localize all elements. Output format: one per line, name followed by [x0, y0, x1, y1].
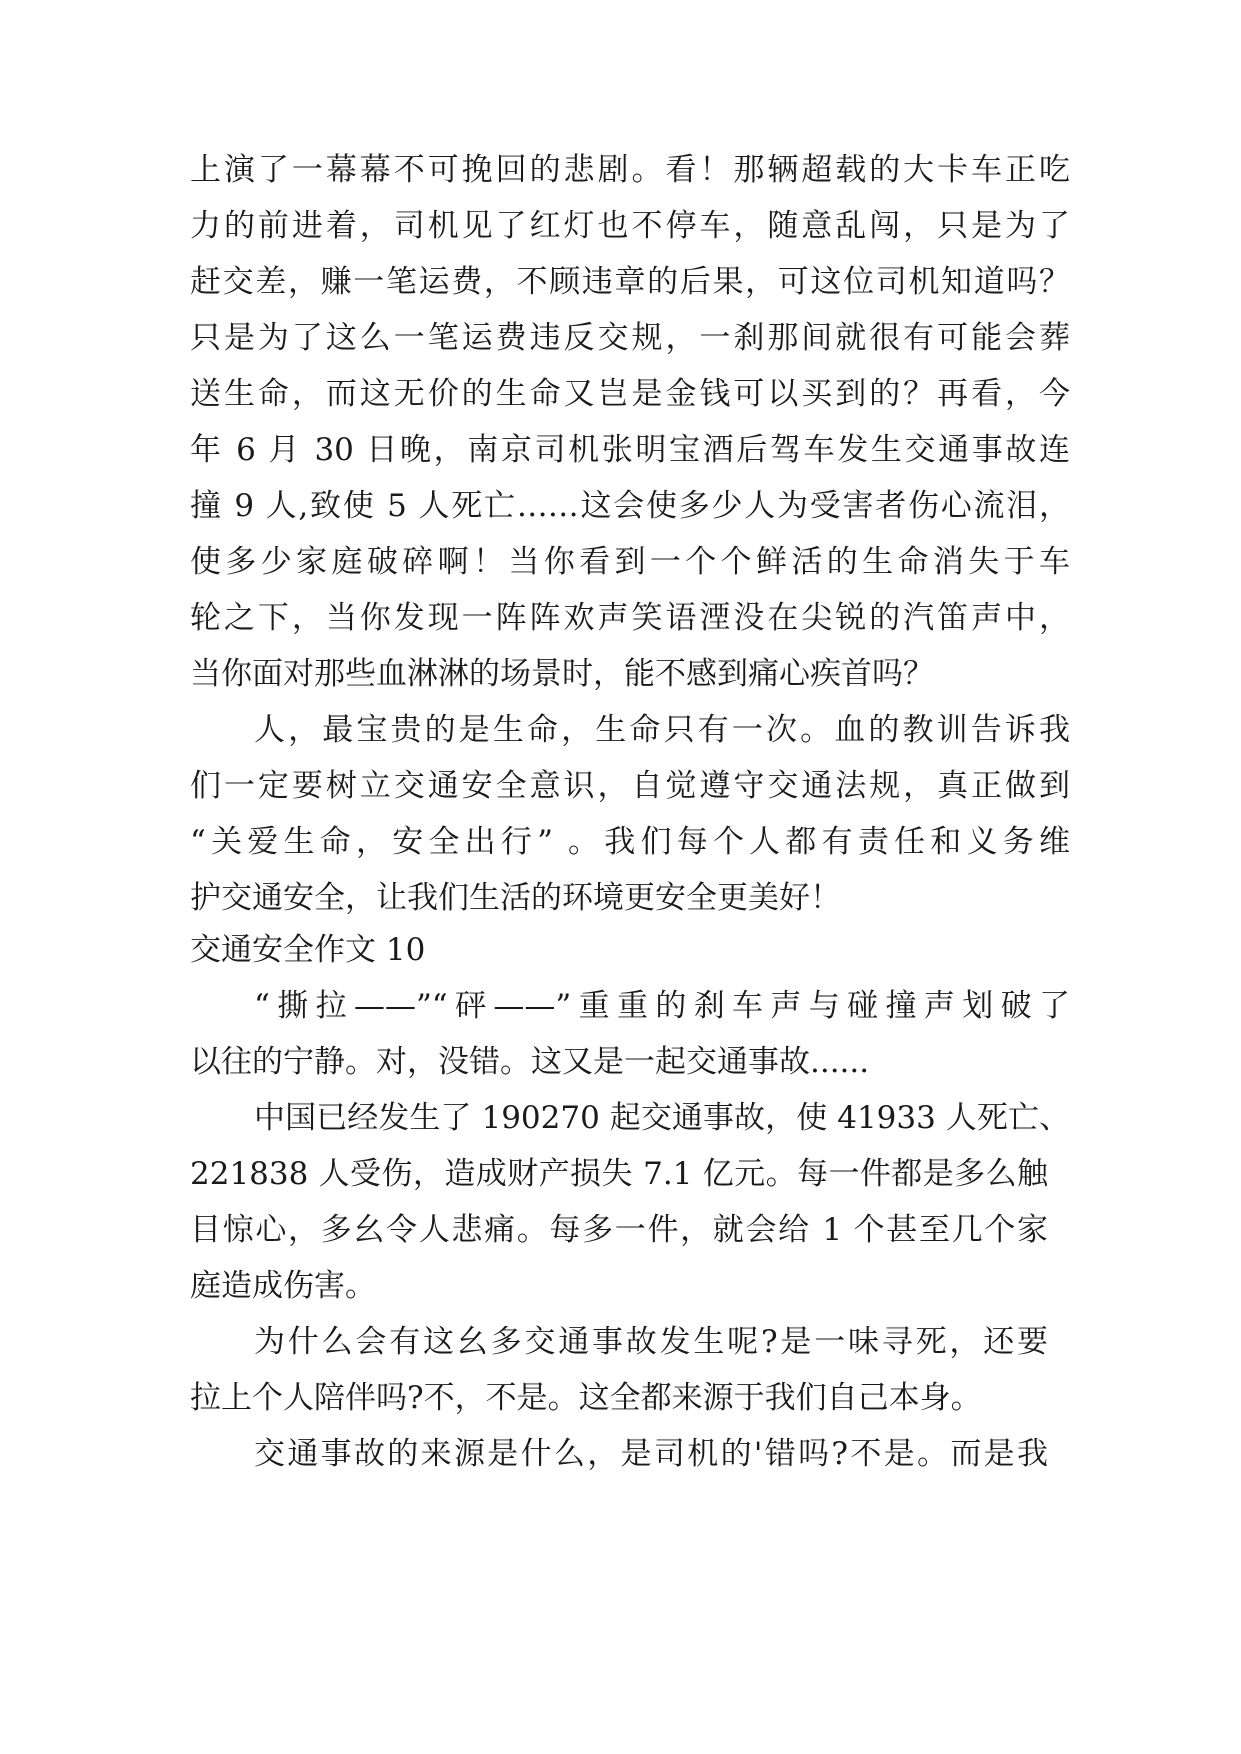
text-line: 轮之下，当你发现一阵阵欢声笑语湮没在尖锐的汽笛声中， — [190, 600, 1070, 636]
text-line: 赶交差，赚一笔运费，不顾违章的后果，可这位司机知道吗？ — [190, 264, 1070, 300]
paragraph-first-line: 人，最宝贵的是生命，生命只有一次。血的教训告诉我 — [254, 712, 1070, 748]
text-line: 当你面对那些血淋淋的场景时，能不感到痛心疾首吗？ — [190, 656, 934, 692]
paragraph-first-line: 中国已经发生了 190270 起交通事故，使 41933 人死亡、 — [254, 1100, 1070, 1136]
text-line: 护交通安全，让我们生活的环境更安全更美好！ — [190, 880, 841, 916]
text-line: 只是为了这么一笔运费违反交规，一刹那间就很有可能会葬 — [190, 320, 1070, 356]
paragraph-first-line: “撕拉——”“砰——”重重的刹车声与碰撞声划破了 — [254, 988, 1070, 1024]
text-line: 以往的宁静。对，没错。这又是一起交通事故...... — [190, 1044, 870, 1080]
text-line: 撞 9 人,致使 5 人死亡……这会使多少人为受害者伤心流泪， — [190, 488, 1070, 524]
text-line: 上演了一幕幕不可挽回的悲剧。看！那辆超载的大卡车正吃 — [190, 152, 1070, 188]
text-line: 221838 人受伤，造成财产损失 7.1 亿元。每一件都是多么触 — [190, 1156, 1048, 1192]
text-line: 庭造成伤害。 — [190, 1268, 376, 1304]
text-line: “关爱生命，安全出行” 。我们每个人都有责任和义务维 — [190, 824, 1070, 860]
text-line: 拉上个人陪伴吗?不，不是。这全都来源于我们自己本身。 — [190, 1380, 982, 1416]
section-heading: 交通安全作文 10 — [190, 932, 426, 968]
text-line: 们一定要树立交通安全意识，自觉遵守交通法规，真正做到 — [190, 768, 1070, 804]
paragraph-first-line: 交通事故的来源是什么，是司机的'错吗?不是。而是我 — [254, 1436, 1048, 1472]
text-line: 力的前进着，司机见了红灯也不停车，随意乱闯，只是为了 — [190, 208, 1070, 244]
text-line: 目惊心，多幺令人悲痛。每多一件，就会给 1 个甚至几个家 — [190, 1212, 1048, 1248]
paragraph-first-line: 为什么会有这幺多交通事故发生呢?是一味寻死，还要 — [254, 1324, 1048, 1360]
text-line: 年 6 月 30 日晚，南京司机张明宝酒后驾车发生交通事故连 — [190, 432, 1070, 468]
text-line: 送生命，而这无价的生命又岂是金钱可以买到的？再看，今 — [190, 376, 1070, 412]
text-line: 使多少家庭破碎啊！当你看到一个个鲜活的生命消失于车 — [190, 544, 1070, 580]
